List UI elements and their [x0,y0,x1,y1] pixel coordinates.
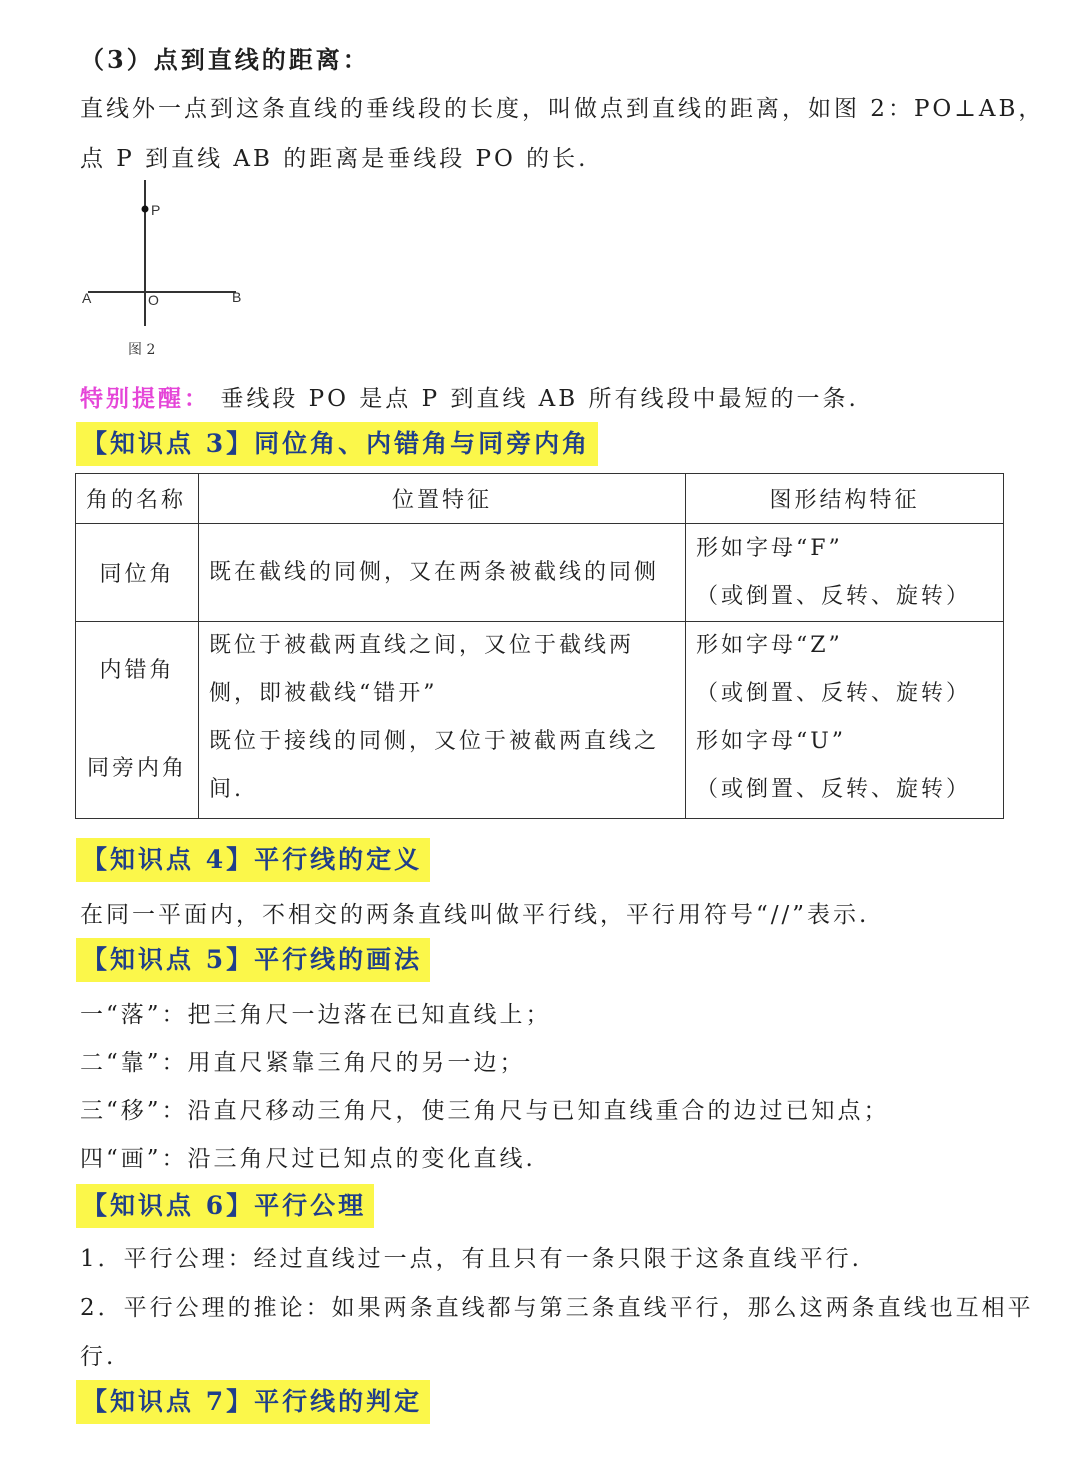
cell-line: 既位于被截两直线之间，又位于截线两 [209,633,635,658]
row-structure [686,524,1004,622]
kp3-heading: 【知识点 3】同位角、内错角与同旁内角 [76,422,598,466]
kp5-step: 一“落”：把三角尺一边落在已知直线上； [80,1002,552,1028]
label-p: P [151,202,161,218]
table-row [76,622,1004,819]
point-p [142,206,149,213]
kp5-step: 三“移”：沿直尺移动三角尺，使三角尺与已知直线重合的边过已知点； [80,1098,890,1124]
kp5-heading: 【知识点 5】平行线的画法 [76,938,430,982]
label-a: A [82,290,92,306]
table-row [76,524,1004,622]
kp6-item-1: 1．平行公理：经过直线过一点，有且只有一条只限于这条直线平行. [80,1246,862,1272]
cell-line: 形如字母“F” [696,535,843,561]
row-position [199,622,686,819]
reminder-text: 垂线段 PO 是点 P 到直线 AB 所有线段中最短的一条. [220,386,859,412]
reminder [80,380,859,413]
row-structure [686,622,1004,819]
kp4-text: 在同一平面内，不相交的两条直线叫做平行线，平行用符号“//”表示. [80,902,870,928]
kp7-heading: 【知识点 7】平行线的判定 [76,1380,430,1424]
cell-line: 形如字母“U” [696,729,847,754]
kp6-heading: 【知识点 6】平行公理 [76,1184,374,1228]
definition-line-1: 直线外一点到这条直线的垂线段的长度，叫做点到直线的距离，如图 2：PO⊥AB， [80,96,1045,122]
angle-table [75,473,1004,819]
cell-line: 间. [209,777,244,802]
reminder-label: 特别提醒： [80,385,210,412]
kp4-heading: 【知识点 4】平行线的定义 [76,838,430,882]
cell-line: （或倒置、反转、旋转） [696,777,972,802]
cell-line: 侧，即被截线“错开” [209,681,438,706]
row-name: 同旁内角 [86,756,187,781]
table-header-row [76,474,1004,524]
row-name: 内错角 [99,658,175,683]
figure-caption: 图 2 [128,342,156,358]
row-position [199,524,686,622]
kp5-step: 四“画”：沿三角尺过已知点的变化直线. [80,1146,536,1172]
row-name: 同位角 [76,524,199,622]
cell-line: 形如字母“Z” [696,633,843,658]
cell-line: （或倒置、反转、旋转） [696,583,972,609]
label-o: O [148,292,159,308]
kp5-step: 二“靠”：用直尺紧靠三角尺的另一边； [80,1050,526,1076]
header-position: 位置特征 [199,474,686,524]
cell-line: （或倒置、反转、旋转） [696,681,972,706]
header-name: 角的名称 [76,474,199,524]
cell-line: 既在截线的同侧，又在两条被截线的同侧 [209,559,660,585]
header-structure: 图形结构特征 [686,474,1004,524]
kp6-item-2-line-1: 2．平行公理的推论：如果两条直线都与第三条直线平行，那么这两条直线也互相平 [80,1295,1034,1321]
label-b: B [232,289,242,305]
definition-line-2: 点 P 到直线 AB 的距离是垂线段 PO 的长. [80,146,589,172]
kp6-item-2-line-2: 行. [80,1344,117,1370]
perpendicular-figure [78,178,258,368]
row-names-combined [76,622,199,819]
cell-line: 既位于接线的同侧，又位于被截两直线之 [209,729,660,754]
section-title: （3）点到直线的距离： [80,45,370,74]
